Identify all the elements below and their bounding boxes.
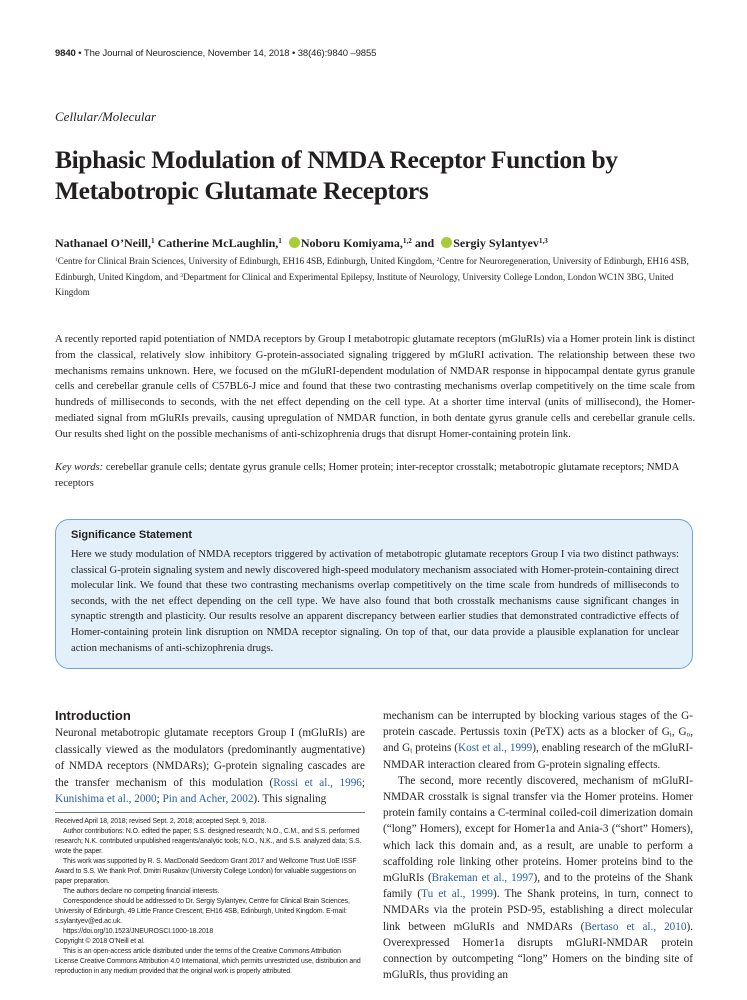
- significance-text: Here we study modulation of NMDA receptors triggered by activation of metabotropic glutamate receptors Group I via two distinct pathways: classical G-protein signaling system and newly discovered high-speed modulatory mechanism associated with Homer-protein-containing direct molecular link. We found that these two contrasting mechanisms overlap competitively on the time scale from hundreds of milliseconds to seconds, with the net effect depending on the cell type. We have also found that both crosstalk mechanisms cause significant changes in synaptic strength and plasticity. Our results resolve an apparent discrepancy between earlier studies that demonstrated contradictive effects of Homer-containing protein link disruption on NMDA receptor signaling. On top of that, our data provide a plausible explanation for unclear action mechanisms of anti-schizophrenia drugs.: [71, 549, 679, 654]
- footnote-copyright: Copyright © 2018 O’Neill et al.: [55, 938, 145, 945]
- footnote-contributions: Author contributions: N.O. edited the paper; S.S. designed research; N.O., C.M., and S.S. performed research; N.K. contributed unpublished reagents/analytic tools; N.O., N.K., and S.S. analyzed data; S.S. wrote the paper.: [55, 828, 362, 855]
- intro-text: The second, more recently discovered, mechanism of mGluRI-NMDAR crosstalk is signal transfer via the Homer proteins. Homer protein family contains a C-terminal coiled-coil dimerization domain (“long” Homers), except for Homer1a and Ania-3 (“short” Homers), which lack this domain and, as a result, are unable to perform a scaffolding role linking other proteins. Homer proteins bind to the mGluRIs (: [383, 774, 693, 885]
- author-name: Noboru Komiyama,: [300, 236, 403, 250]
- intro-text: ). The Shank proteins, in turn, connect to NMDARs via the protein PSD-95, establishing a direct molecular link between mGluRIs and NMDARs (: [383, 888, 694, 933]
- article-title: Biphasic Modulation of NMDA Receptor Function by Metabotropic Glutamate Receptors: [55, 145, 618, 205]
- section-label: Cellular/Molecular: [55, 109, 157, 124]
- orcid-icon[interactable]: [441, 237, 452, 248]
- page-number: 9840: [55, 48, 76, 59]
- keywords-label: Key words:: [55, 462, 104, 473]
- author-conjunction: and: [414, 236, 435, 250]
- abstract: A recently reported rapid potentiation of NMDA receptors by Group I metabotropic glutamate receptors (mGluRIs) via a Homer protein link is distinct from the classical, relatively slow inhibitory G-protein-associated signaling triggered by mGluRI activation. The relationship between these two mechanisms remains unknown. Here, we focused on the mGluRI-dependent modulation of NMDAR response in hippocampal dentate gyrus granule cells and cerebellar granule cells of C57BL6-J mice and found that these two contrasting mechanisms overlap competitively on the time scale from hundreds of milliseconds to seconds, with the net effect depending on the cell type. At a shorter time interval (units of millisecond), the Homer-mediated signal from mGluRIs prevails, causing upregulation of NMDAR function, in both dentate gyrus granule cells and cerebellar granule cells. Our results shed light on the possible mechanisms of anti-schizophrenia drugs that disrupt Homer-containing protein link.: [55, 334, 695, 440]
- intro-text: , and G: [383, 726, 693, 755]
- footnote-received: Received April 18, 2018; revised Sept. 2, 2018; accepted Sept. 9, 2018.: [55, 818, 267, 825]
- subscript: t: [410, 746, 413, 755]
- footnote-correspondence: Correspondence should be addressed to Dr. Sergiy Sylantyev, Centre for Clinical Brain Sciences, University of Edinburgh, 49 Little France Crescent, EH16 4SB, Edinburgh, United Kingdom. E-mail: s.sylantyev@ed.ac.uk.: [55, 898, 350, 925]
- intro-text: ), enabling research of the mGluRI-NMDAR interaction cleared from G-protein signaling effects.: [383, 742, 693, 771]
- author-name: Sergiy Sylantyev: [453, 236, 539, 250]
- author-affil-sup: 1,3: [538, 237, 548, 246]
- intro-text: ), and to the proteins of the Shank family (: [383, 872, 694, 901]
- running-head: [55, 48, 376, 59]
- orcid-icon[interactable]: [289, 237, 300, 248]
- significance-title: Significance Statement: [71, 529, 193, 541]
- footnote-license: This is an open-access article distributed under the terms of the Creative Commons Attribution License Creative Commons Attribution 4.0 International, which permits unrestricted use, distribution and reproduction in any medium provided that the original work is properly attributed.: [55, 948, 361, 975]
- author-list: [55, 236, 548, 251]
- intro-text: Neuronal metabotropic glutamate receptors Group I (mGluRIs) are classically viewed as the modulators (predominantly augmentative) of NMDA receptors (NMDARs); G-protein signaling cascades are the transfer mechanism of this modulation (: [55, 727, 365, 789]
- citation-link[interactable]: Brakeman et al., 1997: [431, 872, 534, 885]
- intro-column-left: [55, 725, 365, 808]
- intro-text: ). This signaling: [253, 793, 327, 806]
- intro-paragraph: [383, 773, 693, 984]
- citation-link[interactable]: Pin and Acher, 2002: [162, 793, 254, 806]
- keywords-text: cerebellar granule cells; dentate gyrus granule cells; Homer protein; inter-receptor crosstalk; metabotropic glutamate receptors; NMDA receptors: [55, 462, 679, 489]
- affil-sup: 2: [436, 256, 440, 263]
- author-name: Catherine McLaughlin,: [157, 236, 279, 250]
- author-affil-sup: 1: [151, 237, 155, 246]
- intro-column-right: [383, 708, 693, 983]
- footnote-divider: [55, 812, 365, 813]
- intro-text: ;: [156, 793, 163, 806]
- author-name: Nathanael O’Neill,: [55, 236, 151, 250]
- citation-link[interactable]: Rossi et al., 1996: [273, 776, 362, 789]
- footnote-doi[interactable]: https://doi.org/10.1523/JNEUROSCI.1000-18.2018: [63, 928, 214, 935]
- citation-link[interactable]: Tu et al., 1999: [421, 888, 493, 901]
- citation-link[interactable]: Kost et al., 1999: [458, 742, 533, 755]
- affiliation-2: Centre for Neuroregeneration, University of Edinburgh, EH16 4SB, Edinburgh, United Kingdom, and: [55, 256, 689, 282]
- keywords: [55, 460, 695, 492]
- footnotes: [55, 817, 365, 977]
- affiliations: [55, 254, 695, 301]
- affil-sup: 3: [180, 272, 184, 279]
- affil-sup: 1: [55, 256, 58, 263]
- intro-text: proteins (: [412, 742, 459, 755]
- footnote-funding: This work was supported by R. S. MacDonald Seedcorn Grant 2017 and Wellcome Trust UoE ISSF Award to S.S. We thank Prof. Dmitri Rusakov (University College London) for valuable suggestions on paper preparation.: [55, 858, 357, 885]
- subscript: o: [686, 730, 691, 739]
- journal-citation: • The Journal of Neuroscience, November 14, 2018 • 38(46):9840 –9855: [78, 48, 377, 59]
- affiliation-3: Department for Clinical and Experimental Epilepsy, Institute of Neurology, University College London, London WC1N 3BG, United Kingdom: [55, 271, 674, 297]
- intro-paragraph: [383, 708, 693, 773]
- intro-text: ;: [361, 776, 365, 789]
- subscript: i: [669, 730, 672, 739]
- introduction-heading: Introduction: [55, 708, 131, 723]
- author-affil-sup: 1,2: [402, 237, 412, 246]
- citation-link[interactable]: Kunishima et al., 2000: [55, 793, 157, 806]
- citation-link[interactable]: Bertaso et al., 2010: [584, 920, 687, 933]
- intro-text: , G: [671, 726, 687, 739]
- footnote-conflict: The authors declare no competing financial interests.: [63, 888, 220, 895]
- affiliation-1: Centre for Clinical Brain Sciences, University of Edinburgh, EH16 4SB, Edinburgh, United Kingdom,: [57, 256, 435, 266]
- significance-statement-box: [55, 519, 693, 669]
- intro-text: mechanism can be interrupted by blocking various stages of the G-protein cascade. Pertussis toxin (PeTX) acts as a blocker of G: [383, 710, 693, 739]
- author-affil-sup: 1: [278, 237, 282, 246]
- intro-text: ). Overexpressed Homer1a disrupts mGluRI-NMDAR protein connection by outcompeting “long” Homers on the binding site of mGluRIs, thus providing an: [383, 920, 693, 982]
